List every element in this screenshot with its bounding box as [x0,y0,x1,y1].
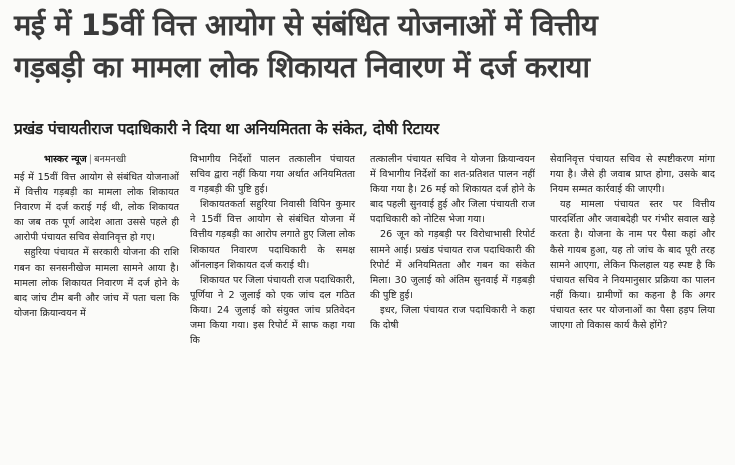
byline-source: भास्कर न्यूज [44,154,87,165]
article-body [14,152,726,462]
paragraph: शिकायतकर्ता सहुरिया निवासी विपिन कुमार ने 15वीं वित्त आयोग से संबंधित योजना में वित्तीय गड़बड़ी का आरोप लगाते हुए जिला लोक शिकायत निवारण पदाधिकारी के समक्ष ऑनलाइन शिकायत दर्ज कराई थी। [190,199,355,271]
column-1 [14,152,179,321]
paragraph: सेवानिवृत्त पंचायत सचिव से स्पष्टीकरण मांगा गया है। जैसे ही जवाब प्राप्त होगा, उसके बाद नियम सम्मत कार्रवाई की जाएगी। [550,154,715,196]
headline-line-1: मई में 15वीं वित्त आयोग से संबंधित योजनाओं में वित्तीय [14,8,598,42]
paragraph: यह मामला पंचायत स्तर पर वित्तीय पारदर्शिता और जवाबदेही पर गंभीर सवाल खड़े करता है। योजना के नाम पर पैसा कहां और कैसे गायब हुआ, यह तो जांच के बाद पूरी तरह सामने आएगा, लेकिन फिलहाल यह स्पष्ट है कि पंचायत सचिव ने नियमानुसार प्रक्रिया का पालन नहीं किया। ग्रामीणों का कहना है कि अगर पंचायत स्तर पर योजनाओं का पैसा हड़प लिया जाएगा तो विकास कार्य कैसे होंगे? [550,199,715,332]
paragraph: तत्कालीन पंचायत सचिव ने योजना क्रियान्वयन में विभागीय निर्देशों का शत-प्रतिशत पालन नहीं किया गया है। 26 मई को शिकायत दर्ज होने के बाद पहली सुनवाई हुई और जिला पंचायती राज पदाधिकारी को नोटिस भेजा गया। [370,154,535,226]
paragraph: इधर, जिला पंचायत राज पदाधिकारी ने कहा कि दोषी [370,304,535,332]
byline-location: बनमनखी [94,154,127,165]
paragraph: मई में 15वीं वित्त आयोग से संबंधित योजनाओं में वित्तीय गड़बड़ी का मामला लोक शिकायत निवारण में दर्ज कराई गई थी, लोक शिकायत का जब तक पूर्ण आदेश आता उससे पहले ही आरोपी पंचायत सचिव सेवानिवृत्त हो गए। [14,172,179,244]
headline [14,4,724,88]
column-2 [190,152,355,348]
paragraph: शिकायत पर जिला पंचायती राज पदाधिकारी, पूर्णिया ने 2 जुलाई को एक जांच दल गठित किया। 24 जुलाई को संयुक्त जांच प्रतिवेदन जमा किया गया। इस रिपोर्ट में साफ कहा गया कि [190,274,355,347]
byline [44,152,179,168]
paragraph: सहुरिया पंचायत में सरकारी योजना की राशि गबन का सनसनीखेज मामला सामने आया है। मामला लोक शिकायत निवारण में दर्ज होने के बाद जांच टीम बनी और जांच में पता चला कि योजना क्रियान्वयन में [14,247,179,319]
column-3 [370,152,535,333]
headline-line-2: गड़बड़ी का मामला लोक शिकायत निवारण में दर्ज कराया [14,50,590,84]
paragraph: 26 जून को गड़बड़ी पर विरोधाभासी रिपोर्ट सामने आई। प्रखंड पंचायत राज पदाधिकारी की रिपोर्ट में अनियमितता और गबन का संकेत मिला। 30 जुलाई को अंतिम सुनवाई में गड़बड़ी की पुष्टि हुई। [370,229,535,301]
column-4 [550,152,715,333]
subheadline: प्रखंड पंचायतीराज पदाधिकारी ने दिया था अनियमितता के संकेत, दोषी रिटायर [14,119,439,138]
paragraph: विभागीय निर्देशों पालन तत्कालीन पंचायत सचिव द्वारा नहीं किया गया अर्थात अनियमितता व गड़बड़ी की पुष्टि हुई। [190,154,355,196]
byline-separator: | [88,154,93,165]
